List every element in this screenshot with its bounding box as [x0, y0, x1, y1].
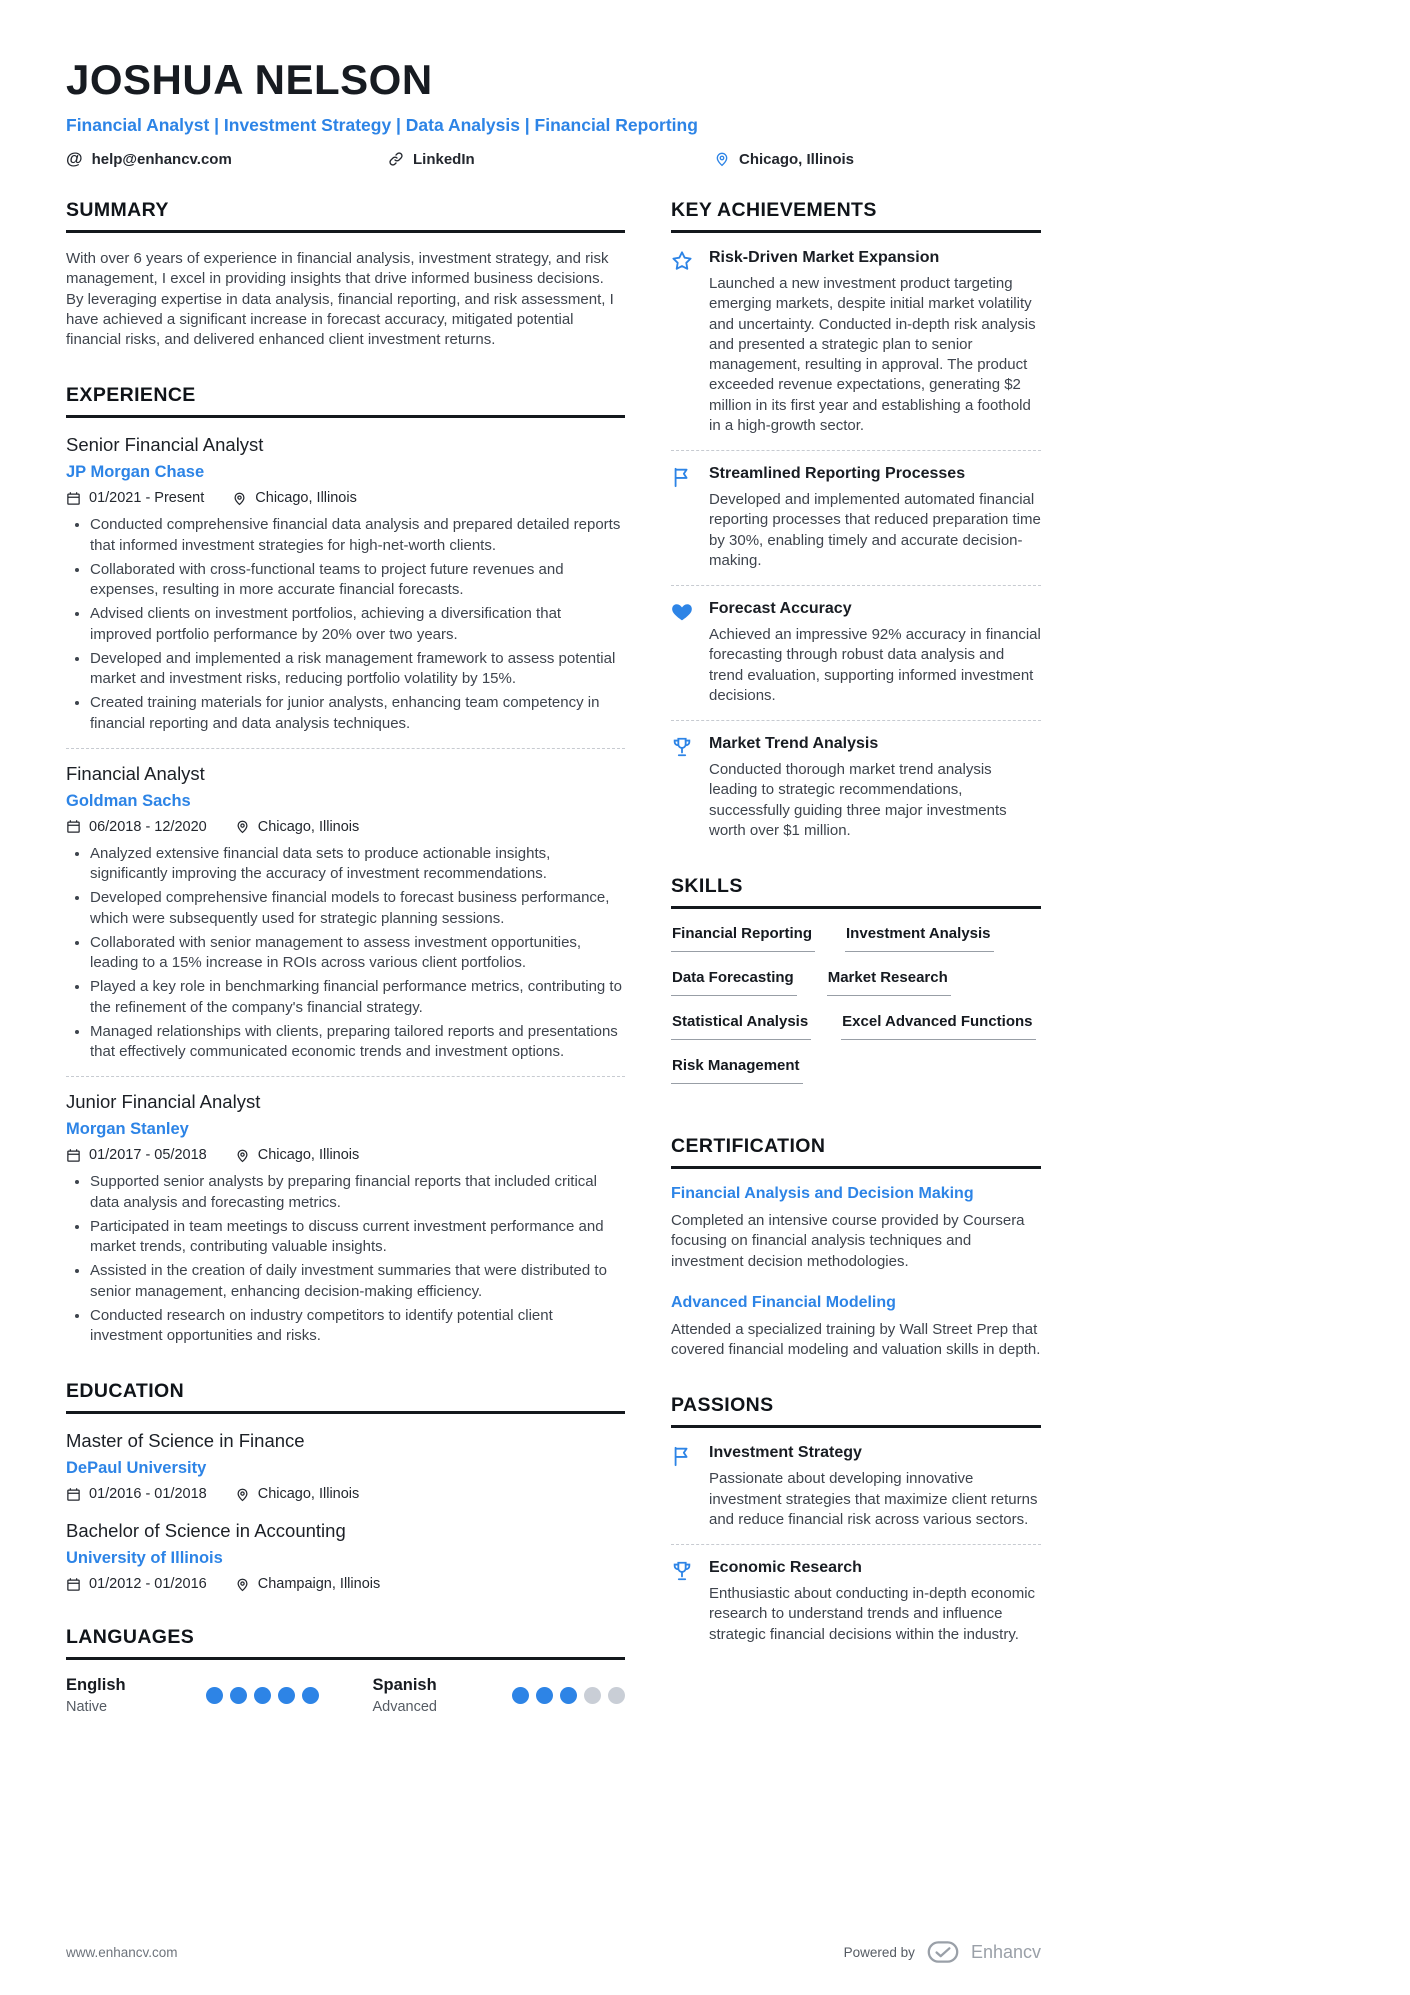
job-dates-text: 01/2021 - Present — [89, 490, 205, 507]
skill-item: Excel Advanced Functions — [841, 1013, 1035, 1040]
linkedin-link[interactable] — [388, 151, 714, 168]
job-location — [235, 1147, 360, 1163]
education-dates — [66, 1576, 207, 1592]
education-location — [235, 1576, 381, 1592]
flag-icon — [671, 1444, 695, 1530]
education-location — [235, 1486, 360, 1502]
achievement-text: Achieved an impressive 92% accuracy in financial forecasting through robust data analysis and trend evaluation, supporting informed investment decisions. — [709, 626, 1041, 704]
proficiency-dot — [560, 1687, 577, 1704]
experience-bullet: • Developed comprehensive financial models to forecast business performance, which were subsequently used for strategic planning sessions. — [90, 888, 625, 929]
skill-item: Risk Management — [671, 1057, 803, 1084]
summary-section — [66, 199, 625, 350]
achievement-title: Forecast Accuracy — [709, 600, 852, 617]
achievement-item — [671, 465, 1041, 571]
calendar-icon — [66, 1577, 81, 1592]
company-name: Goldman Sachs — [66, 791, 191, 810]
company-name: Morgan Stanley — [66, 1120, 189, 1139]
calendar-icon — [66, 819, 81, 834]
experience-bullet: • Conducted research on industry competitors to identify potential client investment opportunities and risks. — [90, 1306, 625, 1347]
skills-section — [671, 875, 1041, 1101]
award-star-icon — [671, 249, 695, 436]
job-location-text: Chicago, Illinois — [257, 1147, 360, 1164]
language-proficiency-dots — [206, 1687, 319, 1704]
dashed-divider — [671, 450, 1041, 451]
job-bullets — [66, 1172, 625, 1346]
company-name: JP Morgan Chase — [66, 463, 205, 482]
passion-title: Economic Research — [709, 1559, 862, 1576]
language-item — [66, 1676, 319, 1715]
experience-bullet: • Analyzed extensive financial data sets to produce actionable insights, significantly improving the accuracy of investment recommendations. — [90, 844, 625, 885]
experience-bullet: • Assisted in the creation of daily investment summaries that were distributed to senior management, enhancing decision-making efficiency. — [90, 1261, 625, 1302]
languages-heading: LANGUAGES — [66, 1626, 625, 1660]
experience-bullet: • Collaborated with senior management to assess investment opportunities, leading to a 15% increase in ROIs across various client portfolios. — [90, 933, 625, 974]
location-pin-icon — [235, 1148, 250, 1163]
experience-bullet: • Advised clients on investment portfolios, achieving a diversification that improved portfolio performance by 20% over two years. — [90, 604, 625, 645]
education-item — [66, 1430, 625, 1502]
experience-bullet: • Developed and implemented a risk management framework to assess potential market and investment risks, reducing portfolio volatility by 15%. — [90, 649, 625, 690]
calendar-icon — [66, 491, 81, 506]
trophy-icon — [671, 735, 695, 841]
certification-item — [671, 1294, 1041, 1361]
experience-bullet: • Created training materials for junior analysts, enhancing team competency in financial reporting and data analysis techniques. — [90, 693, 625, 734]
education-item — [66, 1520, 625, 1592]
experience-heading: EXPERIENCE — [66, 384, 625, 418]
proficiency-dot — [206, 1687, 223, 1704]
passions-heading: PASSIONS — [671, 1394, 1041, 1428]
skill-item: Financial Reporting — [671, 925, 815, 952]
enhancv-logo-icon — [927, 1941, 959, 1963]
email-at-icon: @ — [66, 149, 83, 168]
certification-heading: CERTIFICATION — [671, 1135, 1041, 1169]
education-heading: EDUCATION — [66, 1380, 625, 1414]
skill-item: Investment Analysis — [845, 925, 994, 952]
skill-item: Statistical Analysis — [671, 1013, 811, 1040]
experience-item — [66, 434, 625, 734]
location-text: Chicago, Illinois — [739, 150, 855, 168]
linkedin-text: LinkedIn — [413, 150, 475, 168]
job-location — [232, 490, 357, 506]
candidate-name: JOSHUA NELSON — [66, 56, 433, 103]
school-name: University of Illinois — [66, 1549, 223, 1568]
email-text: help@enhancv.com — [91, 150, 232, 168]
key-achievements-heading: KEY ACHIEVEMENTS — [671, 199, 1041, 233]
degree-title: Bachelor of Science in Accounting — [66, 1520, 346, 1542]
job-location-text: Chicago, Illinois — [257, 818, 360, 835]
certification-text: Completed an intensive course provided by Coursera focusing on financial analysis techniques and investment decision methodologies. — [671, 1212, 1025, 1270]
certification-text: Attended a specialized training by Wall Street Prep that covered financial modeling and valuation skills in depth. — [671, 1320, 1041, 1358]
dashed-divider — [66, 1076, 625, 1077]
dashed-divider — [671, 720, 1041, 721]
flag-icon — [671, 465, 695, 571]
experience-bullet: • Managed relationships with clients, preparing tailored reports and presentations that effectively communicated economic trends and investment options. — [90, 1022, 625, 1063]
job-title: Financial Analyst — [66, 762, 205, 784]
passion-text: Passionate about developing innovative investment strategies that maximize client returns and reduce financial risk across various sectors. — [709, 1470, 1038, 1528]
dashed-divider — [671, 1544, 1041, 1545]
language-name: Spanish — [372, 1676, 437, 1695]
proficiency-dot — [608, 1687, 625, 1704]
achievement-item — [671, 249, 1041, 436]
passion-item — [671, 1444, 1041, 1530]
job-dates-text: 06/2018 - 12/2020 — [89, 818, 207, 835]
experience-bullet: • Participated in team meetings to discuss current investment performance and market trends, contributing valuable insights. — [90, 1217, 625, 1258]
job-bullets — [66, 844, 625, 1063]
location-pin-icon — [235, 819, 250, 834]
job-dates-text: 01/2017 - 05/2018 — [89, 1147, 207, 1164]
language-level: Advanced — [372, 1699, 437, 1716]
language-name: English — [66, 1676, 126, 1695]
dashed-divider — [66, 748, 625, 749]
education-section — [66, 1380, 625, 1592]
experience-bullet: • Collaborated with cross-functional teams to project future revenues and expenses, resulting in more accurate financial forecasts. — [90, 560, 625, 601]
job-title: Junior Financial Analyst — [66, 1091, 261, 1113]
link-icon — [388, 151, 404, 167]
skills-list — [671, 925, 1041, 1101]
dashed-divider — [671, 585, 1041, 586]
job-meta — [66, 490, 625, 506]
footer-website[interactable]: www.enhancv.com — [66, 1944, 178, 1960]
education-location-text: Champaign, Illinois — [257, 1576, 381, 1593]
education-location-text: Chicago, Illinois — [257, 1486, 360, 1503]
proficiency-dot — [302, 1687, 319, 1704]
location — [714, 151, 854, 168]
proficiency-dot — [230, 1687, 247, 1704]
footer — [66, 1941, 1041, 1963]
languages-section — [66, 1626, 625, 1715]
job-title: Senior Financial Analyst — [66, 434, 264, 456]
achievement-title: Market Trend Analysis — [709, 735, 879, 752]
education-dates-text: 01/2012 - 01/2016 — [89, 1576, 207, 1593]
job-dates — [66, 490, 204, 506]
job-location-text: Chicago, Illinois — [255, 490, 357, 507]
job-dates — [66, 819, 207, 835]
calendar-icon — [66, 1148, 81, 1163]
location-pin-icon — [235, 1577, 250, 1592]
location-pin-icon — [714, 151, 730, 167]
skill-item: Data Forecasting — [671, 969, 797, 996]
powered-by-label: Powered by — [843, 1944, 915, 1960]
certification-section — [671, 1135, 1041, 1360]
education-meta — [66, 1576, 625, 1592]
language-level: Native — [66, 1699, 108, 1716]
passion-text: Enthusiastic about conducting in-depth economic research to understand trends and influence strategic financial decisions within the industry. — [709, 1585, 1036, 1643]
education-dates — [66, 1486, 207, 1502]
languages-list — [66, 1676, 625, 1715]
passion-title: Investment Strategy — [709, 1444, 862, 1462]
summary-text: With over 6 years of experience in financial analysis, investment strategy, and risk management, I excel in providing insights that drive informed business decisions. By leveraging expertise in data analysis, financial reporting, and risk assessment, I have achieved a significant increase in forecast accuracy, mitigated potential financial risks, and delivered enhanced client investment returns. — [66, 250, 614, 348]
achievement-text: Developed and implemented automated financial reporting processes that reduced preparation time by 30%, enabling timely and accurate decision-making. — [709, 491, 1041, 569]
calendar-icon — [66, 1487, 81, 1502]
certification-title: Advanced Financial Modeling — [671, 1293, 896, 1311]
achievement-item — [671, 600, 1041, 706]
location-pin-icon — [232, 491, 247, 506]
job-bullets — [66, 515, 625, 734]
headline: Financial Analyst | Investment Strategy | Data Analysis | Financial Reporting — [66, 115, 698, 135]
experience-item — [66, 1091, 625, 1346]
school-name: DePaul University — [66, 1459, 207, 1478]
proficiency-dot — [512, 1687, 529, 1704]
skills-heading: SKILLS — [671, 875, 1041, 909]
powered-by — [844, 1941, 1041, 1963]
proficiency-dot — [536, 1687, 553, 1704]
skill-item: Market Research — [827, 969, 951, 996]
certification-title: Financial Analysis and Decision Making — [671, 1185, 974, 1202]
job-location — [235, 819, 360, 835]
degree-title: Master of Science in Finance — [66, 1430, 305, 1452]
achievement-item — [671, 735, 1041, 841]
certification-item — [671, 1185, 1041, 1272]
proficiency-dot — [584, 1687, 601, 1704]
achievement-text: Launched a new investment product targeting emerging markets, despite initial market volatility and uncertainty. Conducted in-depth risk analysis and presented a strategic plan to senior management, resulting in approval. The product exceeded revenue expectations, generating $2 million in its first year and establishing a foothold in a high-growth sector. — [709, 275, 1036, 434]
proficiency-dot — [278, 1687, 295, 1704]
education-meta — [66, 1486, 625, 1502]
proficiency-dot — [254, 1687, 271, 1704]
experience-section — [66, 384, 625, 1346]
email-link[interactable] — [66, 149, 388, 169]
location-pin-icon — [235, 1487, 250, 1502]
brand-name: Enhancv — [970, 1941, 1041, 1962]
achievement-title: Risk-Driven Market Expansion — [709, 249, 940, 266]
education-dates-text: 01/2016 - 01/2018 — [89, 1486, 207, 1503]
passions-section — [671, 1394, 1041, 1645]
experience-bullet: • Conducted comprehensive financial data analysis and prepared detailed reports that informed investment strategies for high-net-worth clients. — [90, 515, 625, 556]
passion-item — [671, 1559, 1041, 1645]
header — [66, 56, 1041, 169]
job-meta — [66, 1147, 625, 1163]
job-dates — [66, 1147, 207, 1163]
experience-bullet: • Played a key role in benchmarking financial performance metrics, contributing to the refinement of the company's financial strategy. — [90, 977, 625, 1018]
heart-icon — [671, 600, 695, 706]
job-meta — [66, 819, 625, 835]
language-item — [373, 1676, 626, 1715]
key-achievements-section — [671, 199, 1041, 841]
contact-row — [66, 149, 1041, 169]
summary-heading: SUMMARY — [66, 199, 625, 233]
language-proficiency-dots — [512, 1687, 625, 1704]
achievement-title: Streamlined Reporting Processes — [709, 465, 966, 482]
trophy-icon — [671, 1559, 695, 1645]
experience-bullet: • Supported senior analysts by preparing financial reports that included critical data analysis and forecasting metrics. — [90, 1172, 625, 1213]
achievement-text: Conducted thorough market trend analysis leading to strategic recommendations, successfully guiding three major investments worth over $1 million. — [709, 761, 1007, 839]
experience-item — [66, 763, 625, 1063]
